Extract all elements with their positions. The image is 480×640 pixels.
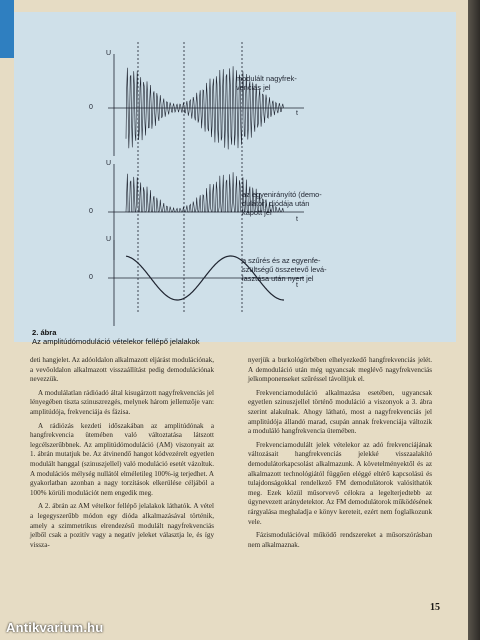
paragraph: Frekvenciamodulált jelek vételekor az adó frekvenciájának változásait hangfrekvenciás jelekké visszaalakító demodulátorkapcsolást alkalmazunk. A követelményektől és az alkalmazott technológiától függően eléggé eltérő kapcsolású és tulajdonságokkal rendelkező FM demodulátorok valósíthatók meg. Ezek közül műsorvevő célokra a legelterjedtebb az úgynevezett aránydetektor. Az FM demodulátorok működésének rárgyalása meghaladja e könyv kereteit, ezért nem foglalkozunk vele. [248,440,432,526]
text-column-left [30,356,214,554]
axis-zero-label-2: 0 [89,208,93,215]
paragraph: nyerjük a burkológörbében elhelyezkedő hangfrekvenciás jelét. A demoduláció után még ugyancsak meglévő nagyfrekvenciás jelkomponenseket szűréssel távolítjuk el. [248,356,432,384]
paragraph: A 2. ábrán az AM vételkor fellépő jelalakok láthatók. A vétel a legegyszerűbb módon egy dióda alkalmazásával történik, amely a szimmetrikus elrendezésű modulált nagyfrekvenciás jelből csak a pozitív vagy a negatív jeleket választja le, és így vissza- [30,502,214,549]
paragraph: Fázismodulációval működő rendszereket a műsorszórásban nem alkalmaznak. [248,531,432,549]
book-spine-edge [468,0,480,640]
figure-diagram [14,12,456,346]
axis-u-label-1: U [106,50,112,57]
chapter-tab [0,0,14,58]
paragraph: A rádiózás kezdeti időszakában az amplitúdónak a hangfrekvencia ütemében való változtatása látszott legcélszerűbbnek. Az amplitúdómoduláció (AM) viszonyait az 1. ábrán mutatjuk be. Az átvinendő hangot kódvezérelt egyetlen modulált hanggal (szinuszjellel) való moduláció esetét vázoltuk. A modulációs mélység nullától elméletileg 100%-ig terjedhet. A gyakorlatban azonban a nagy torzítások elkerülése céljából a 100% körüli modulációt nem engedik meg. [30,421,214,497]
figure-caption [32,328,200,346]
paragraph: A modulálatlan rádióadó által kisugárzott nagyfrekvenciás jel lényegében tiszta szinuszrezgés, melynek három jellemzője van: amplitúdója, frekvenciája és fázisa. [30,388,214,416]
waveform-diagram [14,12,456,342]
label-filtered-signal: a szűrés és az egyenfe- szültségű összetevő levá- lasztása után nyert jel [242,256,327,283]
axis-u-label-2: U [106,160,112,167]
axis-u-label-3: U [106,236,112,243]
caption-number: 2. ábra [32,328,57,337]
paragraph: deti hangjelet. Az adóoldalon alkalmazott eljárást modulációnak, a vevőoldalon alkalmazott visszaállítást pedig demodulációnak nevezzük. [30,356,214,384]
caption-text: Az amplitúdómoduláció vételekor fellépő jelalakok [32,337,200,346]
axis-zero-label-1: 0 [89,104,93,111]
paragraph: Frekvenciamoduláció alkalmazása esetében, ugyancsak egyetlen szinuszjellel történő moduláció a viszonyok a 3. ábra szerint alakulnak. Ahogy látható, most a nagyfrekvenciás jel amplitúdója állandó marad, csupán annak frekvenciája változik a moduláló hangfrekvencia ütemében. [248,388,432,436]
label-rectified-signal: az egyenirányító (demo- dulátor) diódája után kapott jel [242,190,322,217]
text-column-right [248,356,432,554]
label-modulated-signal: modulált nagyfrek- venciás jel [236,74,297,92]
watermark-logo: Antikvarium.hu [6,620,104,635]
axis-t-label-2: t [296,216,298,223]
axis-t-label-1: t [296,110,298,117]
page-number: 15 [430,602,440,613]
axis-zero-label-3: 0 [89,274,93,281]
axis-t-label-3: t [296,282,298,289]
